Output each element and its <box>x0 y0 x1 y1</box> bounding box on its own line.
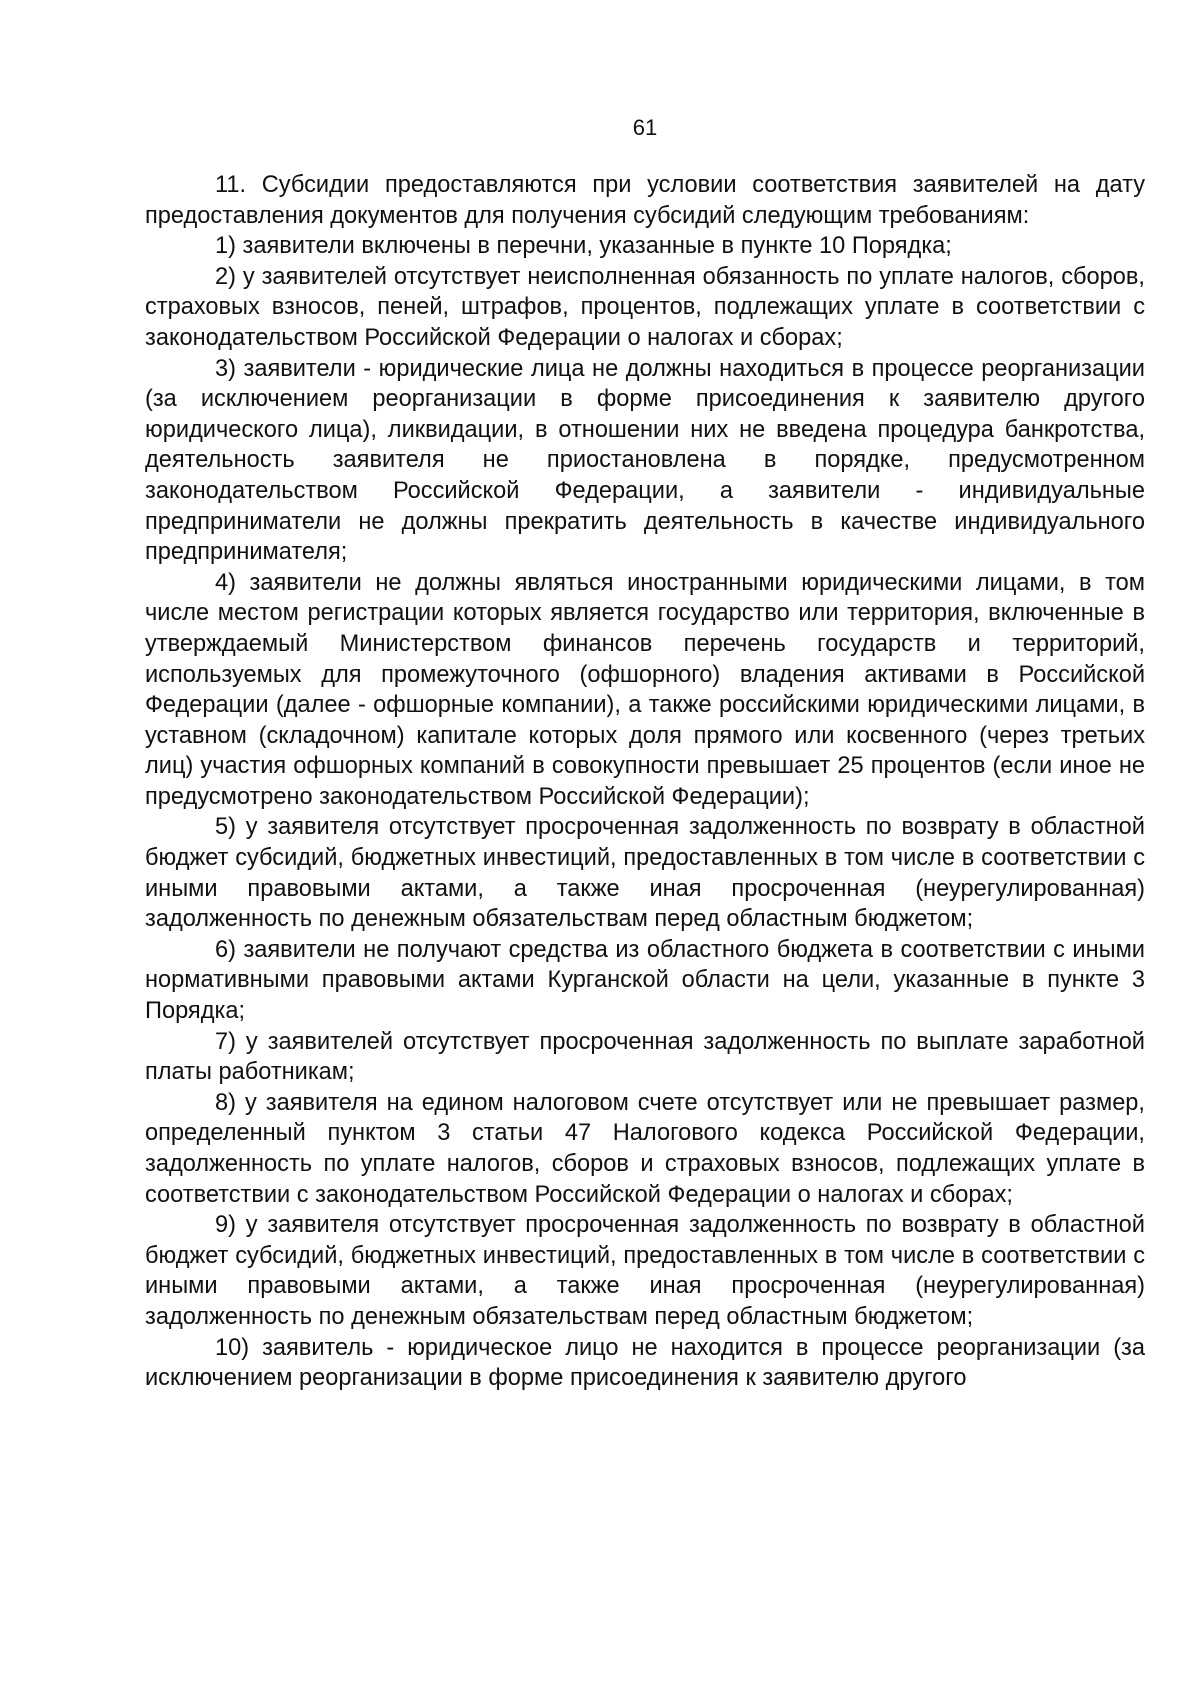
paragraph-item-1: 1) заявители включены в перечни, указанные в пункте 10 Порядка; <box>215 233 952 260</box>
page-number: 61 <box>632 115 658 140</box>
paragraph-item-4: 4) заявители не должны являться иностранными юридическими лицами, в том числе местом регистрации которых является государство или территория, включенные в утверждаемый Министерством финансов перечень государств и территорий, используемых для промежуточного (офшорного) владения активами в Российской Федерации (далее - офшорные компании), а также российскими юридическими лицами, в уставном (складочном) капитале которых доля прямого или косвенного (через третьих лиц) участия офшорных компаний в совокупности превышает 25 процентов (если иное не предусмотрено законодательством Российской Федерации); <box>145 569 1145 810</box>
paragraph-item-3: 3) заявители - юридические лица не должны находиться в процессе реорганизации (за исключением реорганизации в форме присоединения к заявителю другого юридического лица), ликвидации, в отношении них не введена процедура банкротства, деятельность заявителя не приостановлена в порядке, предусмотренном законодательством Российской Федерации, а заявители - индивидуальные предприниматели не должны прекратить деятельность в качестве индивидуального предпринимателя; <box>145 355 1145 566</box>
document-body <box>145 170 1145 1394</box>
paragraph-item-8: 8) у заявителя на едином налоговом счете отсутствует или не превышает размер, определенный пунктом 3 статьи 47 Налогового кодекса Российской Федерации, задолженность по уплате налогов, сборов и страховых взносов, подлежащих уплате в соответствии с законодательством Российской Федерации о налогах и сборах; <box>145 1089 1145 1208</box>
paragraph-item-10: 10) заявитель - юридическое лицо не находится в процессе реорганизации (за исключением реорганизации в форме присоединения к заявителю другого <box>145 1334 1145 1392</box>
paragraph-clause-11: 11. Субсидии предоставляются при условии соответствия заявителей на дату предоставления документов для получения субсидий следующим требованиям: <box>145 172 1145 229</box>
paragraph-item-2: 2) у заявителей отсутствует неисполненная обязанность по уплате налогов, сборов, страховых взносов, пеней, штрафов, процентов, подлежащих уплате в соответствии с законодательством Российской Федерации о налогах и сборах; <box>145 263 1145 351</box>
paragraph-item-6: 6) заявители не получают средства из областного бюджета в соответствии с иными нормативными правовыми актами Курганской области на цели, указанные в пункте 3 Порядка; <box>145 936 1145 1025</box>
paragraph-item-7: 7) у заявителей отсутствует просроченная задолженность по выплате заработной платы работникам; <box>145 1028 1145 1086</box>
paragraph-item-5: 5) у заявителя отсутствует просроченная задолженность по возврату в областной бюджет субсидий, бюджетных инвестиций, предоставленных в том числе в соответствии с иными правовыми актами, а также иная просроченная (неурегулированная) задолженность по денежным обязательствам перед областным бюджетом; <box>145 814 1145 933</box>
paragraph-item-9: 9) у заявителя отсутствует просроченная задолженность по возврату в областной бюджет субсидий, бюджетных инвестиций, предоставленных в том числе в соответствии с иными правовыми актами, а также иная просроченная (неурегулированная) задолженность по денежным обязательствам перед областным бюджетом; <box>145 1212 1145 1330</box>
